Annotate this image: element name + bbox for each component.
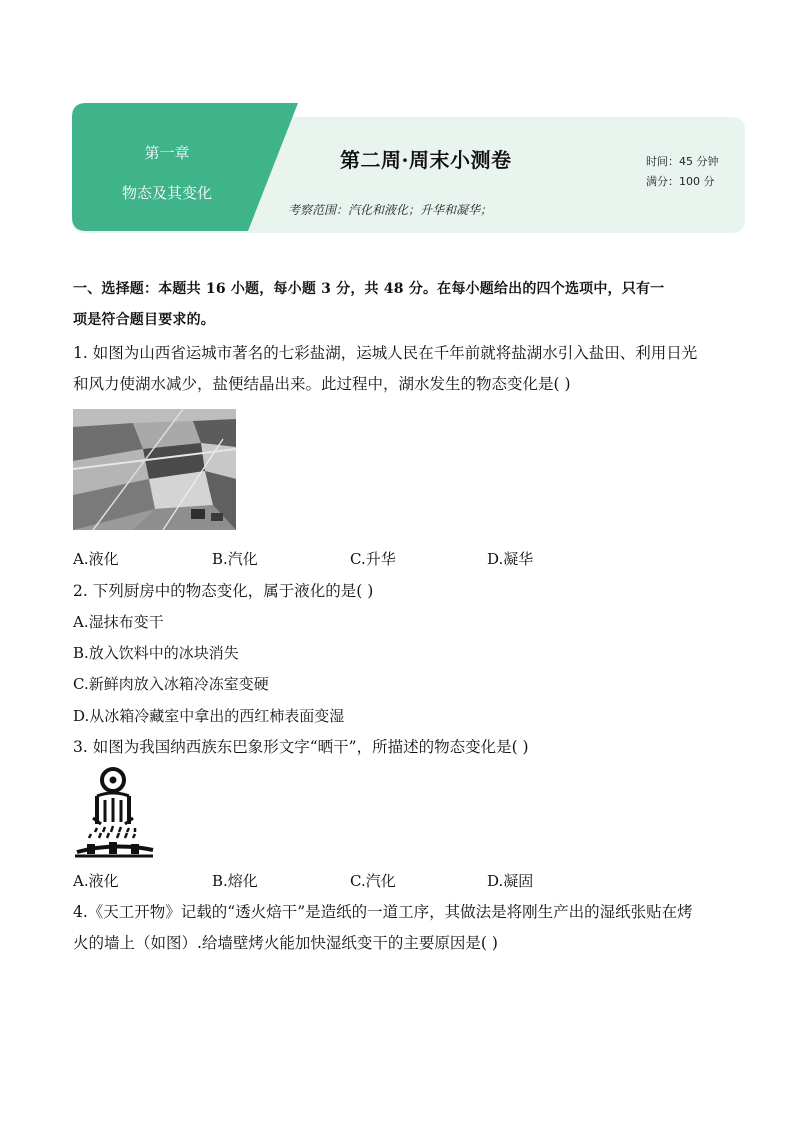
dongba-pictograph-icon: [73, 766, 155, 861]
question-2-option-d: D.从冰箱冷藏室中拿出的西红柿表面变湿: [73, 707, 345, 725]
question-3-option-b: B.熔化: [212, 872, 258, 890]
chapter-number: 第一章: [144, 144, 190, 162]
question-3-text: 3. 如图为我国纳西族东巴象形文字“晒干”，所描述的物态变化是( ): [73, 738, 529, 756]
question-4-text-line2: 火的墙上（如图）.给墙壁烤火能加快湿纸变干的主要原因是( ): [73, 934, 498, 952]
question-1-option-c: C.升华: [350, 550, 396, 568]
section-heading-line2: 项是符合题目要求的。: [73, 312, 215, 328]
chapter-badge: [72, 103, 300, 231]
question-1-option-a: A.液化: [73, 550, 119, 568]
question-1-option-b: B.汽化: [212, 550, 258, 568]
question-4-text-line1: 4.《天工开物》记载的“透火焙干”是造纸的一道工序，其做法是将刚生产出的湿纸张贴在烤: [73, 903, 693, 921]
section-heading-line1: 一、选择题：本题共 16 小题，每小题 3 分，共 48 分。在每小题给出的四个选项中，只有一: [73, 281, 665, 297]
full-score: 满分：100 分: [646, 175, 715, 188]
question-1-option-d: D.凝华: [487, 550, 534, 568]
time-limit: 时间：45 分钟: [646, 155, 719, 168]
question-3-option-d: D.凝固: [487, 872, 534, 890]
question-3-option-a: A.液化: [73, 872, 119, 890]
question-2-option-b: B.放入饮料中的冰块消失: [73, 644, 239, 662]
page-title: 第二周·周末小测卷: [340, 148, 512, 172]
question-3-option-c: C.汽化: [350, 872, 396, 890]
chapter-name: 物态及其变化: [121, 184, 212, 202]
question-2-option-c: C.新鲜肉放入冰箱冷冻室变硬: [73, 675, 269, 693]
question-2-option-a: A.湿抹布变干: [73, 613, 164, 631]
exam-scope: 考察范围：汽化和液化；升华和凝华；: [288, 203, 493, 217]
question-1-text-line1: 1. 如图为山西省运城市著名的七彩盐湖，运城人民在千年前就将盐湖水引入盐田、利用日光: [73, 344, 698, 362]
salt-lake-aerial-photo: [73, 409, 236, 530]
question-2-text: 2. 下列厨房中的物态变化，属于液化的是( ): [73, 582, 374, 600]
question-1-text-line2: 和风力使湖水减少，盐便结晶出来。此过程中，湖水发生的物态变化是( ): [73, 375, 571, 393]
